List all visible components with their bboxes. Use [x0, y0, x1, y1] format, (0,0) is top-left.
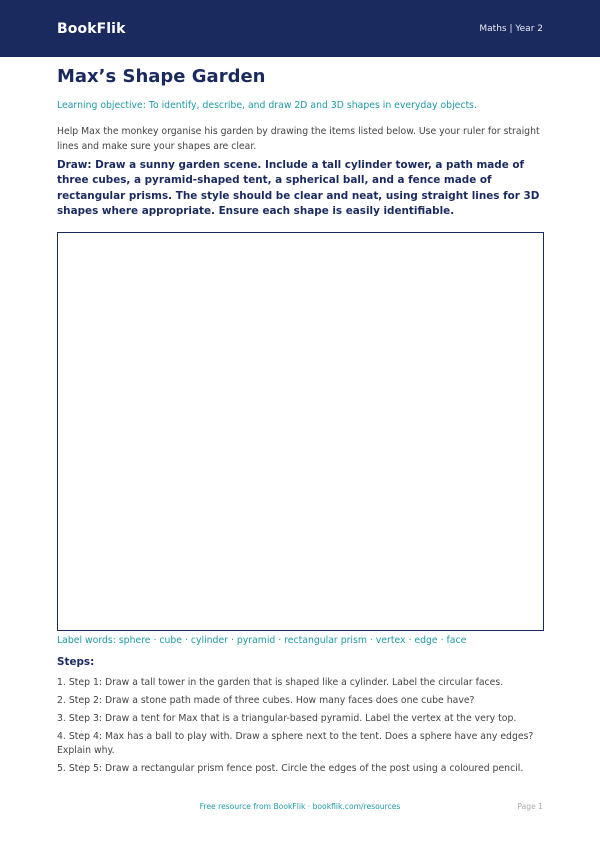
header-bar — [0, 0, 600, 57]
page-title: Max’s Shape Garden — [57, 66, 266, 87]
label-words: Label words: sphere · cube · cylinder · pyramid · rectangular prism · vertex · edge · face — [57, 635, 467, 646]
brand-logo[interactable]: BookFlik — [57, 20, 126, 37]
step-item: 1. Step 1: Draw a tall tower in the garden that is shaped like a cylinder. Label the circular faces. — [57, 677, 504, 688]
step-item: 5. Step 5: Draw a rectangular prism fence post. Circle the edges of the post using a coloured pencil. — [57, 762, 524, 774]
learning-objective: Learning objective: To identify, describe, and draw 2D and 3D shapes in everyday objects. — [57, 100, 477, 111]
step-item: 2. Step 2: Draw a stone path made of three cubes. How many faces does one cube have? — [57, 695, 475, 706]
draw-instruction: Draw: Draw a sunny garden scene. Include a tall cylinder tower, a path made of three cubes, a pyramid-shaped tent, a spherical ball, and a fence made of rectangular prisms. The style should be clear and neat, using straight lines for 3D shapes where appropriate. Ensure each shape is easily identifiable. — [57, 159, 540, 217]
steps-list — [57, 676, 547, 780]
step-item: 3. Step 3: Draw a tent for Max that is a triangular-based pyramid. Label the vertex at the very top. — [57, 713, 517, 724]
step-item: 4. Step 4: Max has a ball to play with. Draw a sphere next to the tent. Does a sphere have any edges? Explain why. — [57, 731, 534, 756]
intro-text: Help Max the monkey organise his garden by drawing the items listed below. Use your ruler for straight lines and make sure your shapes are clear. — [57, 126, 540, 152]
page-number: Page 1 — [517, 802, 543, 811]
steps-heading: Steps: — [57, 656, 95, 668]
subject-label: Maths | Year 2 — [479, 23, 543, 34]
footer-resource-link[interactable]: Free resource from BookFlik · bookflik.com/resources — [199, 802, 401, 811]
drawing-area[interactable] — [57, 232, 544, 631]
